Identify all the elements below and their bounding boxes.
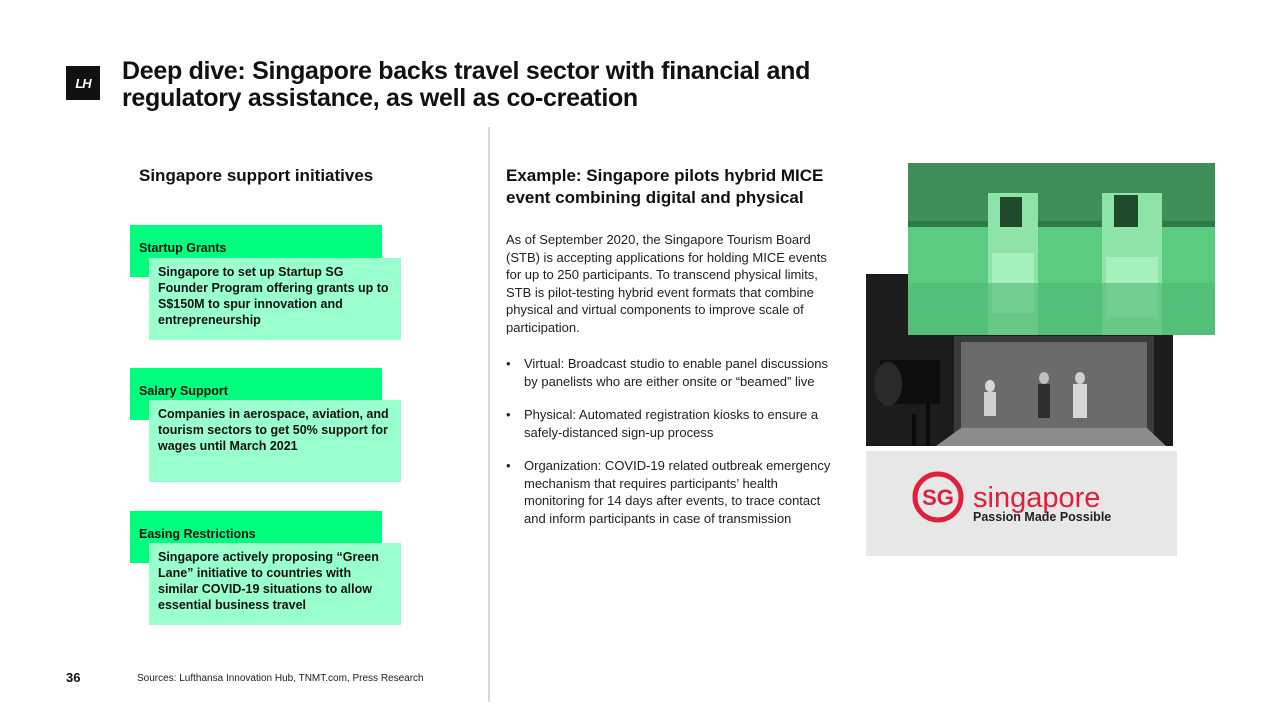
example-heading: Example: Singapore pilots hybrid MICE event combining digital and physical [506,166,824,207]
bullet-text: Physical: Automated registration kiosks to ensure a safely-distanced sign-up process [524,407,819,440]
column-divider [488,127,490,702]
example-intro: As of September 2020, the Singapore Tourism Board (STB) is accepting applications for holding MICE events for up to 250 participants. To transcend physical limits, STB is pilot-testing hybrid event formats that combine physical and virtual components to improve scale of participation. [506,232,827,335]
example-bullet-list [506,355,836,543]
card-body-salary-support: Companies in aerospace, aviation, and tourism sectors to get 50% support for wages until March 2021 [149,400,401,482]
bullet-organization [506,457,836,527]
sg-logo-wordmark: singapore [973,482,1101,514]
bullet-virtual [506,355,836,390]
card-body-easing-restrictions: Singapore actively proposing “Green Lane” initiative to countries with similar COVID-19 situations to allow essential business travel [149,543,401,625]
bullet-dot: • [506,356,511,371]
lh-logo [66,66,100,100]
logo-text: LH [75,75,91,91]
registration-kiosk-photo [908,163,1215,335]
bullet-physical [506,406,836,441]
card-tab-easing-restrictions: Easing Restrictions [130,511,382,563]
page-title: Deep dive: Singapore backs travel sector with financial and regulatory assistance, as well as co-creation [122,57,811,112]
sources-footnote: Sources: Lufthansa Innovation Hub, TNMT.com, Press Research [137,673,424,684]
bullet-text: Virtual: Broadcast studio to enable panel discussions by panelists who are either onsite or “beamed” live [524,356,829,389]
singapore-logo-panel [866,451,1177,556]
sg-logo-tagline: Passion Made Possible [973,510,1112,524]
sg-logo-badge: SG [922,485,954,510]
left-heading: Singapore support initiatives [139,166,374,185]
bullet-text: Organization: COVID-19 related outbreak emergency mechanism that requires participants’ health monitoring for 14 days after events, to trace contact and inform participants in case of transmission [524,458,831,526]
bullet-dot: • [506,458,511,473]
card-body-startup-grants: Singapore to set up Startup SG Founder Program offering grants up to S$150M to spur innovation and entrepreneurship [149,258,401,340]
bullet-dot: • [506,407,511,422]
page-number: 36 [66,670,81,685]
card-tab-salary-support: Salary Support [130,368,382,420]
card-tab-startup-grants: Startup Grants [130,225,382,277]
